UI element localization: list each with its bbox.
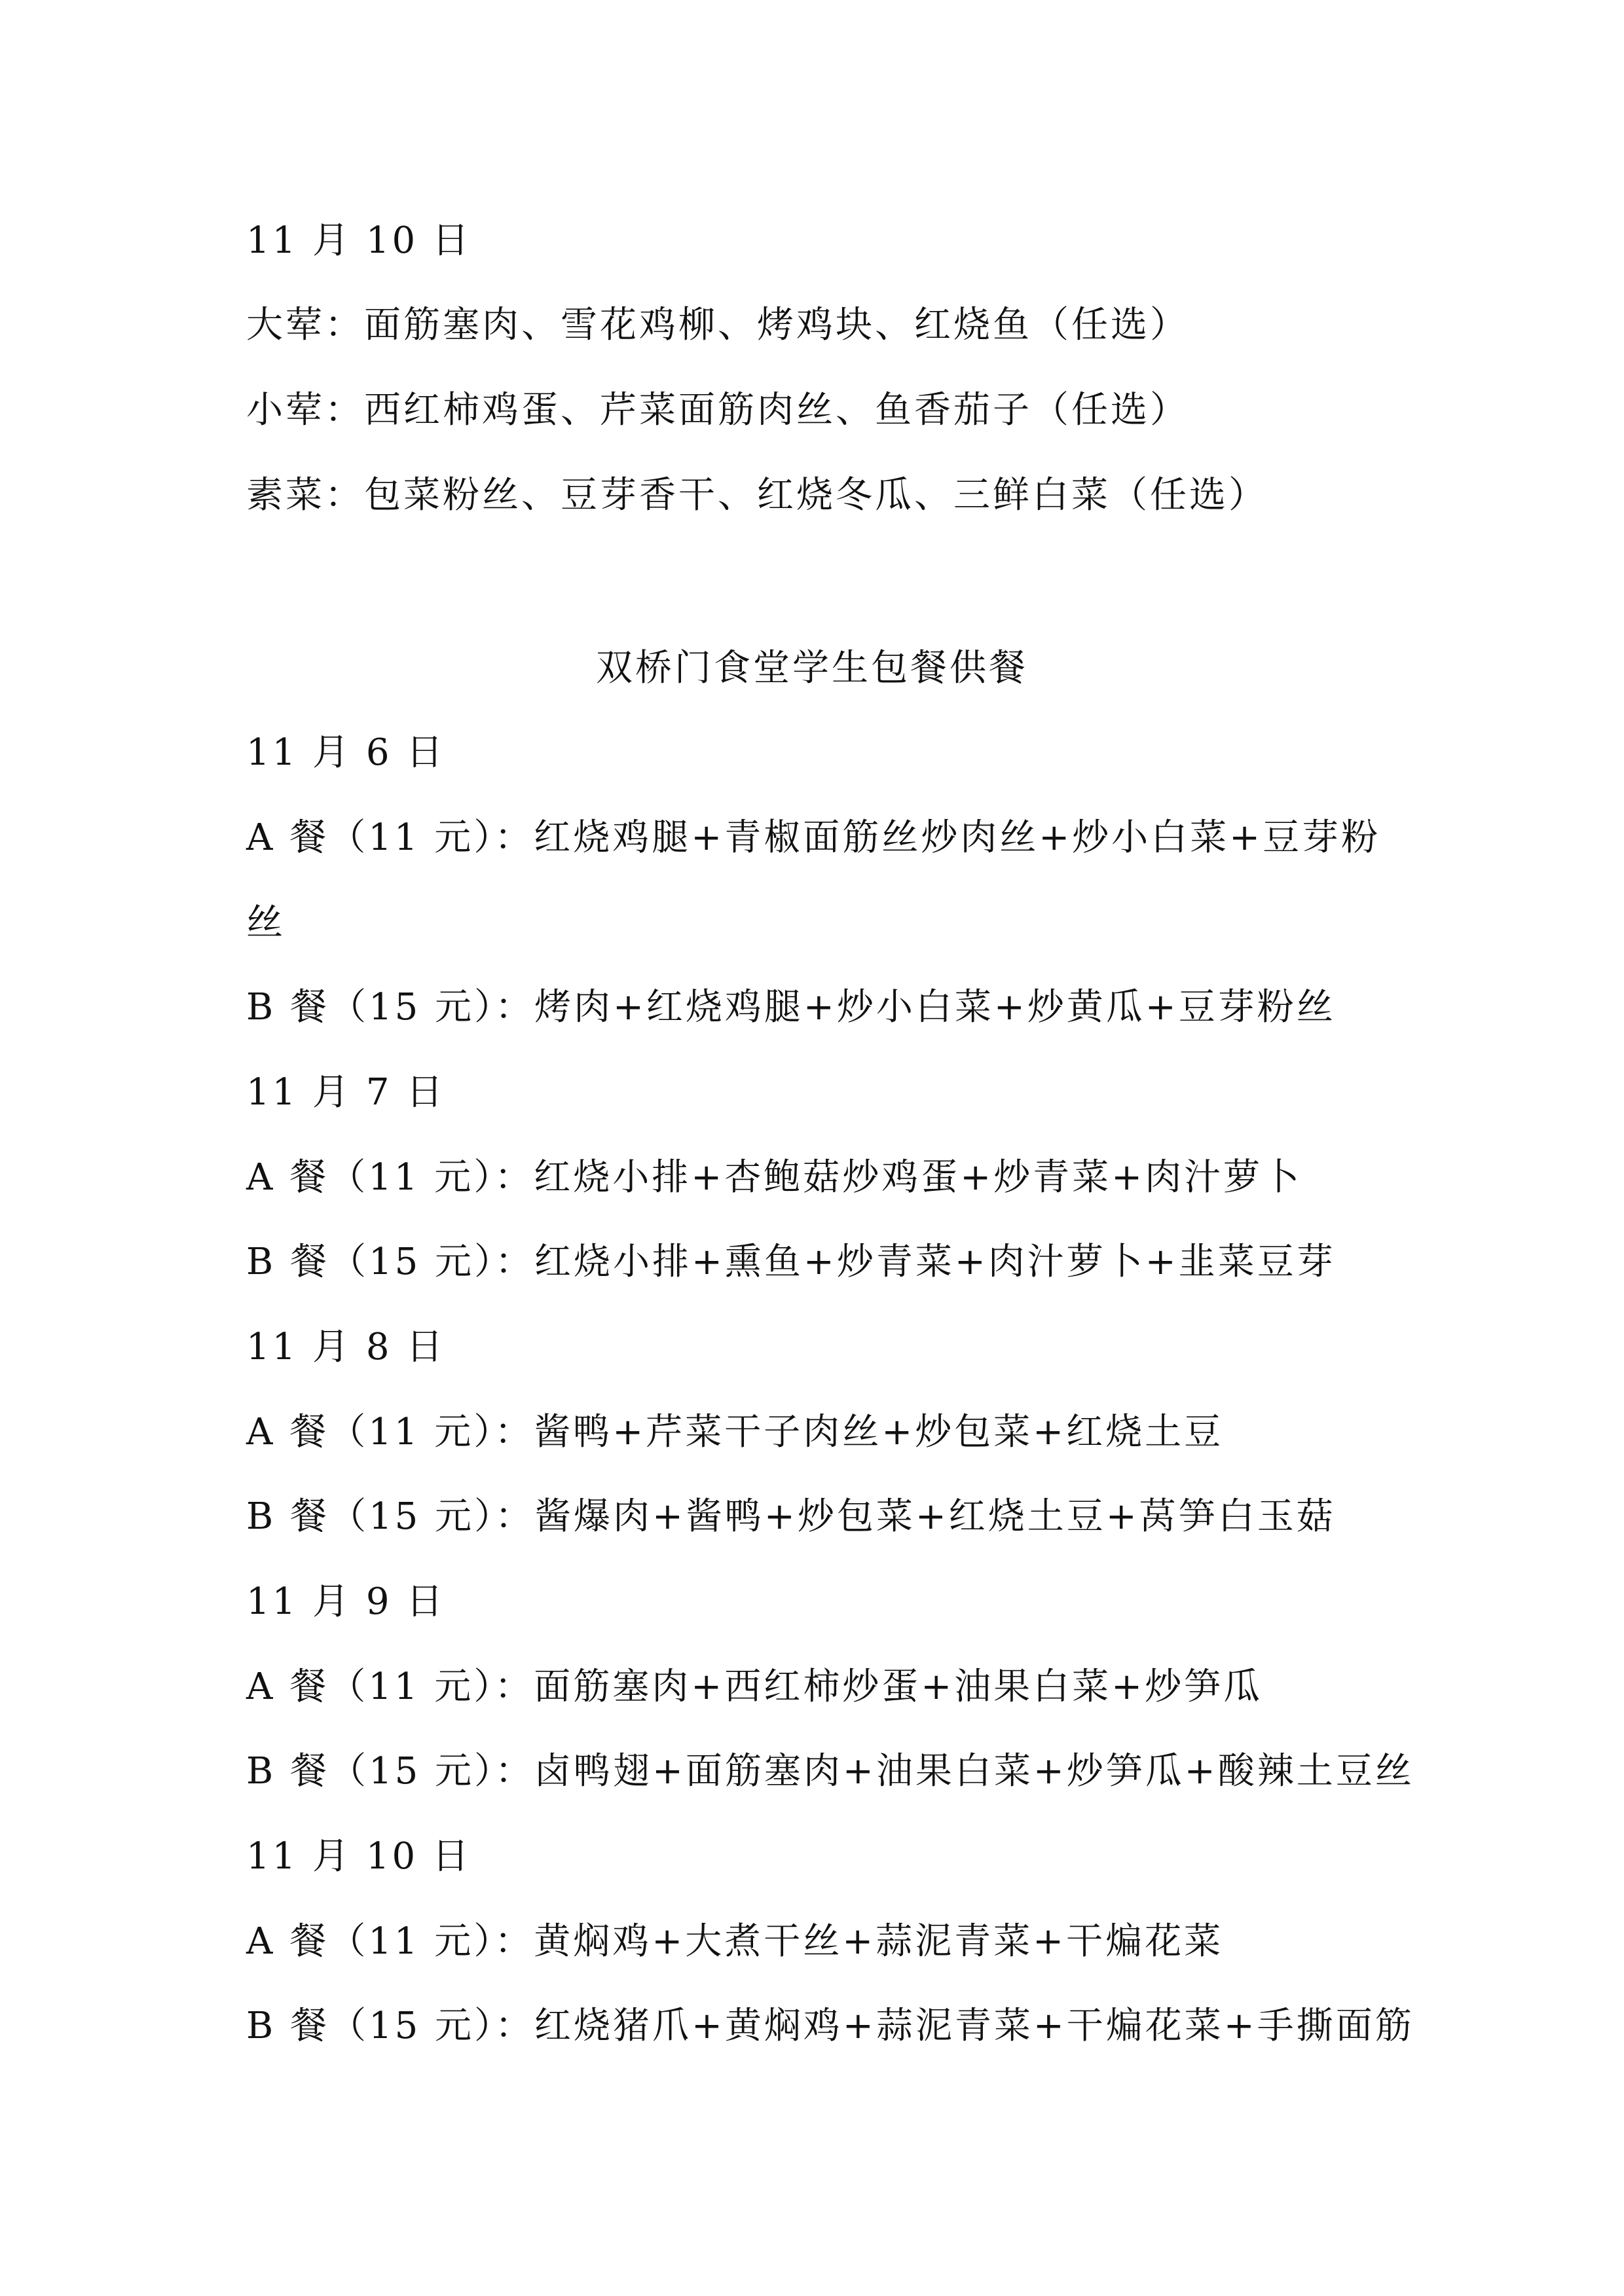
- section1-vegetable: 素菜：包菜粉丝、豆芽香干、红烧冬瓜、三鲜白菜（任选）: [246, 474, 1268, 517]
- section1-big-meat: 大荤：面筋塞肉、雪花鸡柳、烤鸡块、红烧鱼（任选）: [246, 304, 1189, 346]
- day3-b-meal: B 餐（15 元）：酱爆肉+酱鸭+炒包菜+红烧土豆+莴笋白玉菇: [246, 1495, 1336, 1538]
- day1-b-meal: B 餐（15 元）：烤肉+红烧鸡腿+炒小白菜+炒黄瓜+豆芽粉丝: [246, 986, 1336, 1029]
- day1-date: 11 月 6 日: [246, 731, 446, 774]
- section2-title: 双桥门食堂学生包餐供餐: [596, 647, 1028, 689]
- day5-date: 11 月 10 日: [246, 1835, 471, 1878]
- day1-a-meal-line1: A 餐（11 元）：红烧鸡腿+青椒面筋丝炒肉丝+炒小白菜+豆芽粉: [246, 816, 1381, 859]
- day2-b-meal: B 餐（15 元）：红烧小排+熏鱼+炒青菜+肉汁萝卜+韭菜豆芽: [246, 1241, 1336, 1283]
- day4-b-meal: B 餐（15 元）：卤鸭翅+面筋塞肉+油果白菜+炒笋瓜+酸辣土豆丝: [246, 1750, 1414, 1793]
- day5-a-meal: A 餐（11 元）：黄焖鸡+大煮干丝+蒜泥青菜+干煸花菜: [246, 1920, 1224, 1963]
- day4-a-meal: A 餐（11 元）：面筋塞肉+西红柿炒蛋+油果白菜+炒笋瓜: [246, 1666, 1263, 1708]
- section1-small-meat: 小荤：西红柿鸡蛋、芹菜面筋肉丝、鱼香茄子（任选）: [246, 389, 1189, 431]
- day2-date: 11 月 7 日: [246, 1071, 446, 1114]
- day3-date: 11 月 8 日: [246, 1326, 446, 1368]
- day2-a-meal: A 餐（11 元）：红烧小排+杏鲍菇炒鸡蛋+炒青菜+肉汁萝卜: [246, 1156, 1302, 1199]
- day4-date: 11 月 9 日: [246, 1580, 446, 1623]
- day1-a-meal-line2: 丝: [246, 902, 286, 944]
- day5-b-meal: B 餐（15 元）：红烧猪爪+黄焖鸡+蒜泥青菜+干煸花菜+手撕面筋: [246, 2005, 1414, 2047]
- section1-date: 11 月 10 日: [246, 219, 471, 262]
- day3-a-meal: A 餐（11 元）：酱鸭+芹菜干子肉丝+炒包菜+红烧土豆: [246, 1411, 1224, 1453]
